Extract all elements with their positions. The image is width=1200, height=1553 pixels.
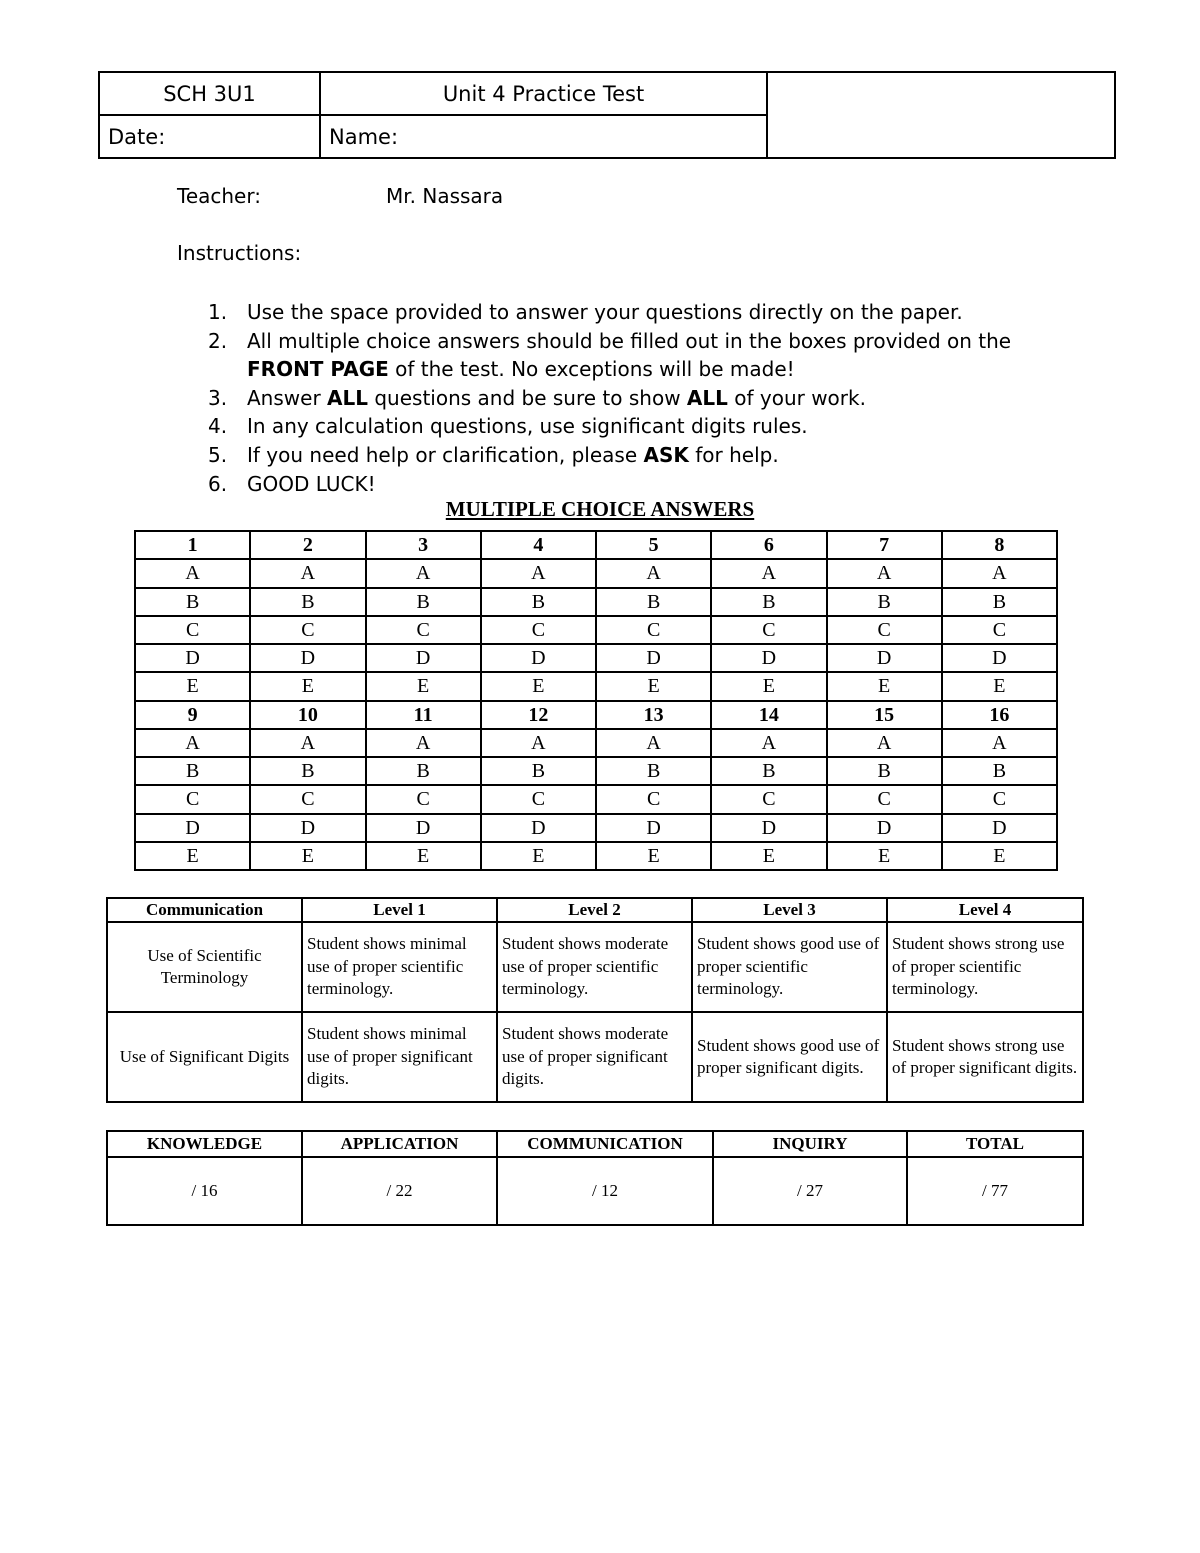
rubric-cell: Student shows moderate use of proper scientific terminology.	[497, 922, 692, 1012]
mc-option-cell[interactable]: E	[596, 672, 711, 700]
mc-option-cell[interactable]: A	[596, 729, 711, 757]
mc-option-cell[interactable]: C	[481, 785, 596, 813]
mc-question-number: 15	[827, 701, 942, 729]
mc-question-number: 8	[942, 531, 1057, 559]
mc-option-cell[interactable]: A	[481, 559, 596, 587]
mc-option-row	[135, 842, 1057, 870]
rubric-cell: Student shows minimal use of proper scientific terminology.	[302, 922, 497, 1012]
mc-option-cell[interactable]: D	[596, 814, 711, 842]
mc-answer-grid	[134, 530, 1058, 871]
header-table	[98, 71, 1116, 159]
rubric-cell: Student shows minimal use of proper significant digits.	[302, 1012, 497, 1102]
mc-option-cell[interactable]: A	[366, 729, 481, 757]
mc-option-cell[interactable]: B	[250, 588, 365, 616]
mc-option-cell[interactable]: A	[711, 559, 826, 587]
mc-question-number: 3	[366, 531, 481, 559]
mc-option-cell[interactable]: E	[942, 672, 1057, 700]
mc-option-cell[interactable]: B	[366, 588, 481, 616]
mc-question-number: 7	[827, 531, 942, 559]
mc-option-cell[interactable]: D	[596, 644, 711, 672]
mc-question-number: 12	[481, 701, 596, 729]
mc-option-cell[interactable]: D	[827, 644, 942, 672]
rubric-cell: Student shows moderate use of proper significant digits.	[497, 1012, 692, 1102]
mc-option-cell[interactable]: A	[250, 729, 365, 757]
mc-option-cell[interactable]: D	[942, 814, 1057, 842]
mc-option-cell[interactable]: C	[250, 785, 365, 813]
mark-box	[767, 72, 1115, 158]
mc-option-cell[interactable]: D	[711, 814, 826, 842]
mc-option-cell[interactable]: D	[135, 814, 250, 842]
mc-question-number: 2	[250, 531, 365, 559]
mc-option-cell[interactable]: D	[366, 644, 481, 672]
mc-question-number: 11	[366, 701, 481, 729]
rubric-criterion: Use of Scientific Terminology	[107, 922, 302, 1012]
mc-option-cell[interactable]: C	[827, 616, 942, 644]
mc-option-cell[interactable]: E	[481, 672, 596, 700]
mc-option-cell[interactable]: D	[250, 644, 365, 672]
mc-option-cell[interactable]: A	[481, 729, 596, 757]
instructions-list	[208, 298, 1068, 498]
mc-option-cell[interactable]: D	[250, 814, 365, 842]
mc-option-cell[interactable]: A	[827, 729, 942, 757]
mc-option-row	[135, 559, 1057, 587]
mc-option-cell[interactable]: B	[942, 757, 1057, 785]
mc-option-cell[interactable]: C	[942, 616, 1057, 644]
instructions-title: Instructions:	[177, 241, 302, 265]
mc-option-cell[interactable]: E	[711, 842, 826, 870]
mc-option-cell[interactable]: B	[250, 757, 365, 785]
marks-summary-table	[106, 1130, 1084, 1226]
mc-option-row	[135, 757, 1057, 785]
name-label: Name:	[320, 115, 767, 158]
mc-option-cell[interactable]: C	[366, 785, 481, 813]
mc-option-cell[interactable]: E	[135, 672, 250, 700]
teacher-name: Mr. Nassara	[386, 184, 504, 208]
mc-question-number: 1	[135, 531, 250, 559]
mc-option-cell[interactable]: C	[135, 616, 250, 644]
mc-option-cell[interactable]: B	[596, 588, 711, 616]
mc-option-cell[interactable]: B	[481, 757, 596, 785]
mc-option-cell[interactable]: B	[481, 588, 596, 616]
mc-option-cell[interactable]: A	[942, 559, 1057, 587]
mc-option-row	[135, 644, 1057, 672]
mc-option-row	[135, 616, 1057, 644]
mc-option-cell[interactable]: A	[711, 729, 826, 757]
marks-header: INQUIRY	[713, 1131, 907, 1157]
mc-option-cell[interactable]: D	[481, 814, 596, 842]
mc-option-cell[interactable]: A	[135, 559, 250, 587]
mc-option-cell[interactable]: D	[135, 644, 250, 672]
mc-question-number: 13	[596, 701, 711, 729]
instruction-item: 2. All multiple choice answers should be filled out in the boxes provided on the FRONT PAGE of the test. No exceptions will be made!	[208, 328, 1012, 382]
mc-option-cell[interactable]: E	[135, 842, 250, 870]
mc-option-cell[interactable]: E	[596, 842, 711, 870]
marks-value: / 27	[713, 1157, 907, 1225]
mc-question-number: 6	[711, 531, 826, 559]
mc-option-cell[interactable]: E	[481, 842, 596, 870]
marks-value: / 22	[302, 1157, 497, 1225]
mc-option-row	[135, 729, 1057, 757]
mc-option-cell[interactable]: B	[135, 588, 250, 616]
mc-option-cell[interactable]: B	[827, 757, 942, 785]
mc-option-cell[interactable]: C	[366, 616, 481, 644]
rubric-header: Communication	[107, 898, 302, 922]
mc-option-cell[interactable]: B	[596, 757, 711, 785]
mc-option-cell[interactable]: A	[250, 559, 365, 587]
mc-option-cell[interactable]: B	[366, 757, 481, 785]
mc-question-row	[135, 531, 1057, 559]
course-code: SCH 3U1	[99, 72, 320, 115]
mc-option-cell[interactable]: A	[942, 729, 1057, 757]
mc-option-cell[interactable]: A	[366, 559, 481, 587]
mc-option-cell[interactable]: D	[366, 814, 481, 842]
marks-header: APPLICATION	[302, 1131, 497, 1157]
marks-value: / 12	[497, 1157, 713, 1225]
mc-option-row	[135, 672, 1057, 700]
mc-answers-title: MULTIPLE CHOICE ANSWERS	[445, 497, 755, 521]
mc-option-row	[135, 814, 1057, 842]
mc-option-cell[interactable]: C	[827, 785, 942, 813]
rubric-header: Level 3	[692, 898, 887, 922]
rubric-cell: Student shows good use of proper significant digits.	[692, 1012, 887, 1102]
instruction-item: 1. Use the space provided to answer your questions directly on the paper.	[208, 300, 963, 324]
mc-option-cell[interactable]: A	[827, 559, 942, 587]
test-title: Unit 4 Practice Test	[320, 72, 767, 115]
rubric-criterion: Use of Significant Digits	[107, 1012, 302, 1102]
mc-option-cell[interactable]: C	[596, 785, 711, 813]
marks-header: COMMUNICATION	[497, 1131, 713, 1157]
mc-option-cell[interactable]: D	[942, 644, 1057, 672]
instruction-item: 4. In any calculation questions, use significant digits rules.	[208, 414, 808, 439]
rubric-cell: Student shows good use of proper scientific terminology.	[692, 922, 887, 1012]
mc-option-cell[interactable]: C	[711, 785, 826, 813]
rubric-header: Level 1	[302, 898, 497, 922]
mc-option-cell[interactable]: A	[135, 729, 250, 757]
mc-option-cell[interactable]: D	[711, 644, 826, 672]
mc-option-cell[interactable]: C	[942, 785, 1057, 813]
instruction-item: 6. GOOD LUCK!	[208, 471, 376, 496]
rubric-header: Level 2	[497, 898, 692, 922]
mc-option-cell[interactable]: E	[942, 842, 1057, 870]
mc-option-cell[interactable]: C	[135, 785, 250, 813]
communication-rubric	[106, 897, 1084, 1103]
mc-question-number: 4	[481, 531, 596, 559]
rubric-cell: Student shows strong use of proper significant digits.	[887, 1012, 1083, 1102]
mc-option-cell[interactable]: C	[596, 616, 711, 644]
mc-option-cell[interactable]: E	[250, 672, 365, 700]
mc-question-number: 10	[250, 701, 365, 729]
teacher-label: Teacher:	[177, 184, 261, 208]
mc-option-cell[interactable]: B	[711, 757, 826, 785]
mc-question-number: 9	[135, 701, 250, 729]
rubric-header: Level 4	[887, 898, 1083, 922]
mc-question-row	[135, 701, 1057, 729]
mc-option-cell[interactable]: E	[366, 842, 481, 870]
instruction-item: 5. If you need help or clarification, please ASK for help.	[208, 442, 779, 467]
instruction-item: 3. Answer ALL questions and be sure to show ALL of your work.	[208, 385, 866, 410]
mc-option-cell[interactable]: D	[481, 644, 596, 672]
mc-option-row	[135, 785, 1057, 813]
mc-option-cell[interactable]: D	[827, 814, 942, 842]
mc-option-cell[interactable]: E	[827, 672, 942, 700]
rubric-cell: Student shows strong use of proper scientific terminology.	[887, 922, 1083, 1012]
mc-option-cell[interactable]: C	[250, 616, 365, 644]
date-label: Date:	[99, 115, 320, 158]
mc-question-number: 14	[711, 701, 826, 729]
mc-question-number: 16	[942, 701, 1057, 729]
mc-question-number: 5	[596, 531, 711, 559]
mc-option-cell[interactable]: E	[366, 672, 481, 700]
mc-option-cell[interactable]: C	[711, 616, 826, 644]
mc-option-cell[interactable]: B	[942, 588, 1057, 616]
mc-option-cell[interactable]: B	[135, 757, 250, 785]
mc-option-cell[interactable]: B	[711, 588, 826, 616]
mc-option-cell[interactable]: C	[481, 616, 596, 644]
mc-option-row	[135, 588, 1057, 616]
mc-option-cell[interactable]: E	[827, 842, 942, 870]
marks-header: TOTAL	[907, 1131, 1083, 1157]
mc-option-cell[interactable]: A	[596, 559, 711, 587]
mc-option-cell[interactable]: E	[711, 672, 826, 700]
mc-option-cell[interactable]: E	[250, 842, 365, 870]
marks-header: KNOWLEDGE	[107, 1131, 302, 1157]
mc-option-cell[interactable]: B	[827, 588, 942, 616]
marks-value: / 16	[107, 1157, 302, 1225]
marks-value: / 77	[907, 1157, 1083, 1225]
